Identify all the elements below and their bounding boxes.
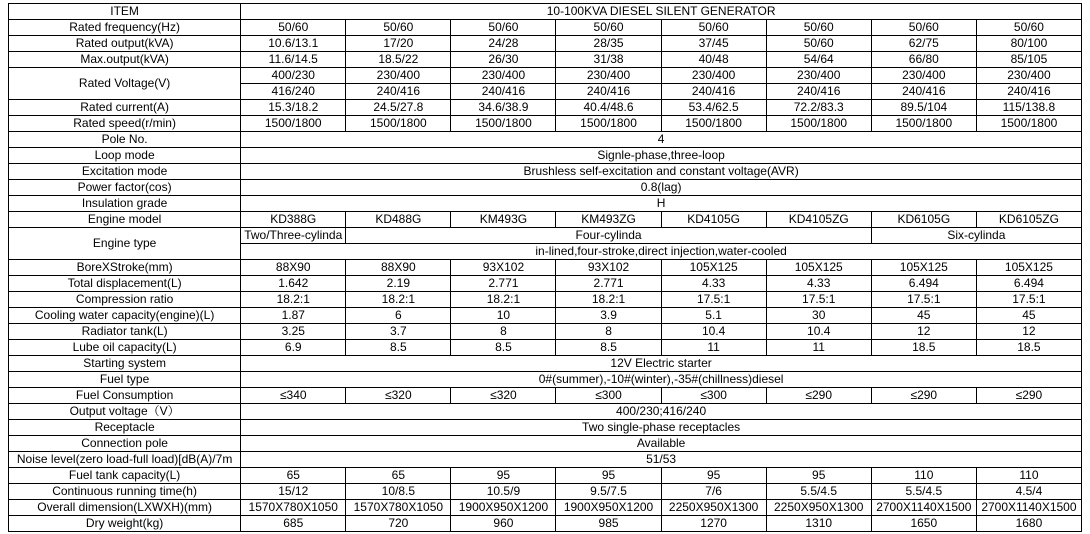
row-label: Continuous running time(h): [9, 484, 241, 500]
engine-type-group: Four-cylinda: [346, 228, 871, 244]
data-cell: ≤290: [766, 388, 871, 404]
row-label: Excitation mode: [9, 164, 241, 180]
data-cell: 50/60: [871, 20, 976, 36]
data-cell: 7/6: [661, 484, 766, 500]
table-row: [9, 308, 1082, 324]
data-cell: 230/400: [451, 68, 556, 84]
table-row: [9, 116, 1082, 132]
data-cell: 17/20: [346, 36, 451, 52]
row-label: Rated speed(r/min): [9, 116, 241, 132]
data-cell: 6.494: [976, 276, 1081, 292]
table-row: [9, 372, 1082, 388]
row-label: Engine model: [9, 212, 241, 228]
data-cell: 416/240: [241, 84, 346, 100]
data-cell: ≤290: [976, 388, 1081, 404]
data-cell: 17.5:1: [871, 292, 976, 308]
data-cell: 230/400: [556, 68, 661, 84]
data-cell: 6: [346, 308, 451, 324]
row-label: Compression ratio: [9, 292, 241, 308]
data-cell: 18.2:1: [346, 292, 451, 308]
data-cell: 2.771: [451, 276, 556, 292]
table-row: [9, 404, 1082, 420]
data-cell: 37/45: [661, 36, 766, 52]
data-cell: 10: [451, 308, 556, 324]
data-cell: 685: [241, 516, 346, 532]
data-cell: 2.771: [556, 276, 661, 292]
table-row: [9, 452, 1082, 468]
engine-type-group: Six-cylinda: [871, 228, 1081, 244]
table-row: [9, 36, 1082, 52]
data-cell: 105X125: [766, 260, 871, 276]
data-cell: 18.2:1: [241, 292, 346, 308]
row-label: Rated Voltage(V): [9, 68, 241, 100]
row-label: BoreXStroke(mm): [9, 260, 241, 276]
data-cell: 65: [241, 468, 346, 484]
data-cell: 17.5:1: [766, 292, 871, 308]
table-row: [9, 420, 1082, 436]
data-cell: 3.9: [556, 308, 661, 324]
data-cell: 18.5: [976, 340, 1081, 356]
row-label: Rated output(kVA): [9, 36, 241, 52]
data-cell: 11: [661, 340, 766, 356]
data-cell: 3.7: [346, 324, 451, 340]
data-cell: 62/75: [871, 36, 976, 52]
table-row: [9, 148, 1082, 164]
table-row: [9, 68, 1082, 84]
data-cell: 40.4/48.6: [556, 100, 661, 116]
data-cell: 1680: [976, 516, 1081, 532]
row-label: Fuel tank capacity(L): [9, 468, 241, 484]
data-cell: 11.6/14.5: [241, 52, 346, 68]
data-cell: 12: [871, 324, 976, 340]
table-row: [9, 340, 1082, 356]
row-label: Overall dimension(LXWXH)(mm): [9, 500, 241, 516]
data-cell: 6.494: [871, 276, 976, 292]
data-cell: 230/400: [871, 68, 976, 84]
data-cell: 10.6/13.1: [241, 36, 346, 52]
row-label: Total displacement(L): [9, 276, 241, 292]
data-cell: 1270: [661, 516, 766, 532]
data-cell: 1.87: [241, 308, 346, 324]
row-label: Fuel Consumption: [9, 388, 241, 404]
data-cell: 50/60: [661, 20, 766, 36]
table-row: [9, 20, 1082, 36]
data-cell: 1500/1800: [871, 116, 976, 132]
data-cell: 960: [451, 516, 556, 532]
table-row: [9, 164, 1082, 180]
data-cell: 240/416: [661, 84, 766, 100]
data-cell: KD6105ZG: [976, 212, 1081, 228]
data-cell: 30: [766, 308, 871, 324]
table-row: [9, 468, 1082, 484]
table-row: [9, 484, 1082, 500]
data-cell: 65: [346, 468, 451, 484]
table-row: [9, 292, 1082, 308]
data-cell: 34.6/38.9: [451, 100, 556, 116]
row-label: Output voltage（V）: [9, 404, 241, 420]
data-cell: 95: [766, 468, 871, 484]
data-cell: 88X90: [346, 260, 451, 276]
data-cell: 54/64: [766, 52, 871, 68]
merged-value-cell: 12V Electric starter: [241, 356, 1082, 372]
data-cell: 1.642: [241, 276, 346, 292]
data-cell: 1500/1800: [451, 116, 556, 132]
data-cell: 50/60: [451, 20, 556, 36]
row-label: Connection pole: [9, 436, 241, 452]
data-cell: 3.25: [241, 324, 346, 340]
item-header-cell: ITEM: [9, 4, 241, 20]
data-cell: ≤320: [451, 388, 556, 404]
data-cell: 240/416: [346, 84, 451, 100]
engine-type-detail: in-lined,four-stroke,direct injection,water-cooled: [241, 244, 1082, 260]
engine-type-group: Two/Three-cylinda: [241, 228, 346, 244]
data-cell: 9.5/7.5: [556, 484, 661, 500]
data-cell: 110: [871, 468, 976, 484]
data-cell: KM493ZG: [556, 212, 661, 228]
row-label: Fuel type: [9, 372, 241, 388]
data-cell: 18.5: [871, 340, 976, 356]
row-label: Lube oil capacity(L): [9, 340, 241, 356]
merged-value-cell: 51/53: [241, 452, 1082, 468]
data-cell: 45: [976, 308, 1081, 324]
data-cell: 50/60: [766, 36, 871, 52]
row-label: Power factor(cos): [9, 180, 241, 196]
data-cell: 105X125: [976, 260, 1081, 276]
row-label: Cooling water capacity(engine)(L): [9, 308, 241, 324]
data-cell: 1500/1800: [346, 116, 451, 132]
data-cell: 4.33: [661, 276, 766, 292]
row-label: Rated frequency(Hz): [9, 20, 241, 36]
data-cell: 6.9: [241, 340, 346, 356]
table-row: [9, 196, 1082, 212]
data-cell: 2250X950X1300: [661, 500, 766, 516]
table-row: [9, 260, 1082, 276]
data-cell: 18.2:1: [556, 292, 661, 308]
data-cell: 8.5: [556, 340, 661, 356]
merged-value-cell: Brushless self-excitation and constant voltage(AVR): [241, 164, 1082, 180]
data-cell: KD388G: [241, 212, 346, 228]
data-cell: 1500/1800: [976, 116, 1081, 132]
data-cell: 10/8.5: [346, 484, 451, 500]
data-cell: 1650: [871, 516, 976, 532]
data-cell: 5.5/4.5: [871, 484, 976, 500]
merged-value-cell: Available: [241, 436, 1082, 452]
data-cell: 1900X950X1200: [556, 500, 661, 516]
data-cell: 10.4: [766, 324, 871, 340]
row-label: Max.output(kVA): [9, 52, 241, 68]
data-cell: 240/416: [451, 84, 556, 100]
data-cell: 1500/1800: [766, 116, 871, 132]
data-cell: 2700X1140X1500: [871, 500, 976, 516]
merged-value-cell: Signle-phase,three-loop: [241, 148, 1082, 164]
merged-value-cell: 4: [241, 132, 1082, 148]
data-cell: 8.5: [346, 340, 451, 356]
data-cell: 1500/1800: [241, 116, 346, 132]
table-row: [9, 100, 1082, 116]
data-cell: 31/38: [556, 52, 661, 68]
data-cell: KD6105G: [871, 212, 976, 228]
data-cell: 24/28: [451, 36, 556, 52]
data-cell: 2700X1140X1500: [976, 500, 1081, 516]
data-cell: ≤300: [661, 388, 766, 404]
data-cell: 45: [871, 308, 976, 324]
table-row: [9, 180, 1082, 196]
row-label: Starting system: [9, 356, 241, 372]
data-cell: 240/416: [871, 84, 976, 100]
generator-spec-table: [8, 3, 1082, 532]
data-cell: 17.5:1: [976, 292, 1081, 308]
data-cell: ≤320: [346, 388, 451, 404]
data-cell: 12: [976, 324, 1081, 340]
row-label: Rated current(A): [9, 100, 241, 116]
row-label: Radiator tank(L): [9, 324, 241, 340]
data-cell: 240/416: [976, 84, 1081, 100]
merged-value-cell: 0.8(lag): [241, 180, 1082, 196]
row-label: Pole No.: [9, 132, 241, 148]
data-cell: 24.5/27.8: [346, 100, 451, 116]
merged-value-cell: Two single-phase receptacles: [241, 420, 1082, 436]
data-cell: 8: [556, 324, 661, 340]
merged-value-cell: H: [241, 196, 1082, 212]
data-cell: 50/60: [976, 20, 1081, 36]
data-cell: 15.3/18.2: [241, 100, 346, 116]
table-row: [9, 436, 1082, 452]
data-cell: 4.5/4: [976, 484, 1081, 500]
row-label: Noise level(zero load-full load)[dB(A)/7m: [9, 452, 241, 468]
data-cell: 80/100: [976, 36, 1081, 52]
data-cell: 230/400: [346, 68, 451, 84]
data-cell: 1570X780X1050: [241, 500, 346, 516]
data-cell: 93X102: [451, 260, 556, 276]
data-cell: 720: [346, 516, 451, 532]
data-cell: 95: [451, 468, 556, 484]
data-cell: 85/105: [976, 52, 1081, 68]
data-cell: 50/60: [556, 20, 661, 36]
data-cell: ≤300: [556, 388, 661, 404]
data-cell: 89.5/104: [871, 100, 976, 116]
data-cell: 53.4/62.5: [661, 100, 766, 116]
data-cell: 66/80: [871, 52, 976, 68]
data-cell: 88X90: [241, 260, 346, 276]
data-cell: 240/416: [556, 84, 661, 100]
data-cell: 8: [451, 324, 556, 340]
table-row: [9, 356, 1082, 372]
data-cell: 240/416: [766, 84, 871, 100]
data-cell: 72.2/83.3: [766, 100, 871, 116]
table-row: [9, 276, 1082, 292]
data-cell: 93X102: [556, 260, 661, 276]
data-cell: 26/30: [451, 52, 556, 68]
data-cell: 4.33: [766, 276, 871, 292]
data-cell: 50/60: [346, 20, 451, 36]
row-label: Engine type: [9, 228, 241, 260]
table-header-row: [9, 4, 1082, 20]
table-row: [9, 500, 1082, 516]
merged-value-cell: 0#(summer),-10#(winter),-35#(chillness)diesel: [241, 372, 1082, 388]
data-cell: 1310: [766, 516, 871, 532]
data-cell: 10.5/9: [451, 484, 556, 500]
data-cell: 95: [556, 468, 661, 484]
data-cell: 50/60: [766, 20, 871, 36]
data-cell: 2250X950X1300: [766, 500, 871, 516]
row-label: Dry weight(kg): [9, 516, 241, 532]
data-cell: 15/12: [241, 484, 346, 500]
data-cell: 2.19: [346, 276, 451, 292]
data-cell: 17.5:1: [661, 292, 766, 308]
data-cell: 1500/1800: [661, 116, 766, 132]
data-cell: 40/48: [661, 52, 766, 68]
data-cell: 105X125: [661, 260, 766, 276]
data-cell: 400/230: [241, 68, 346, 84]
data-cell: 18.5/22: [346, 52, 451, 68]
table-row: [9, 132, 1082, 148]
table-row: [9, 324, 1082, 340]
data-cell: 11: [766, 340, 871, 356]
data-cell: 230/400: [766, 68, 871, 84]
table-row: [9, 212, 1082, 228]
title-header-cell: 10-100KVA DIESEL SILENT GENERATOR: [241, 4, 1082, 20]
table-row: [9, 388, 1082, 404]
data-cell: 1900X950X1200: [451, 500, 556, 516]
data-cell: 105X125: [871, 260, 976, 276]
data-cell: KD488G: [346, 212, 451, 228]
table-row: [9, 228, 1082, 244]
data-cell: ≤340: [241, 388, 346, 404]
spec-sheet: [8, 3, 1082, 532]
data-cell: 10.4: [661, 324, 766, 340]
merged-value-cell: 400/230;416/240: [241, 404, 1082, 420]
data-cell: 1500/1800: [556, 116, 661, 132]
data-cell: 5.1: [661, 308, 766, 324]
data-cell: 50/60: [241, 20, 346, 36]
data-cell: 230/400: [976, 68, 1081, 84]
row-label: Loop mode: [9, 148, 241, 164]
data-cell: 110: [976, 468, 1081, 484]
data-cell: 115/138.8: [976, 100, 1081, 116]
data-cell: KD4105ZG: [766, 212, 871, 228]
data-cell: 8.5: [451, 340, 556, 356]
data-cell: 18.2:1: [451, 292, 556, 308]
row-label: Insulation grade: [9, 196, 241, 212]
data-cell: ≤290: [871, 388, 976, 404]
table-row: [9, 516, 1082, 532]
data-cell: KM493G: [451, 212, 556, 228]
row-label: Receptacle: [9, 420, 241, 436]
data-cell: 985: [556, 516, 661, 532]
data-cell: 230/400: [661, 68, 766, 84]
table-row: [9, 52, 1082, 68]
data-cell: 95: [661, 468, 766, 484]
data-cell: 5.5/4.5: [766, 484, 871, 500]
data-cell: 1570X780X1050: [346, 500, 451, 516]
data-cell: KD4105G: [661, 212, 766, 228]
data-cell: 28/35: [556, 36, 661, 52]
